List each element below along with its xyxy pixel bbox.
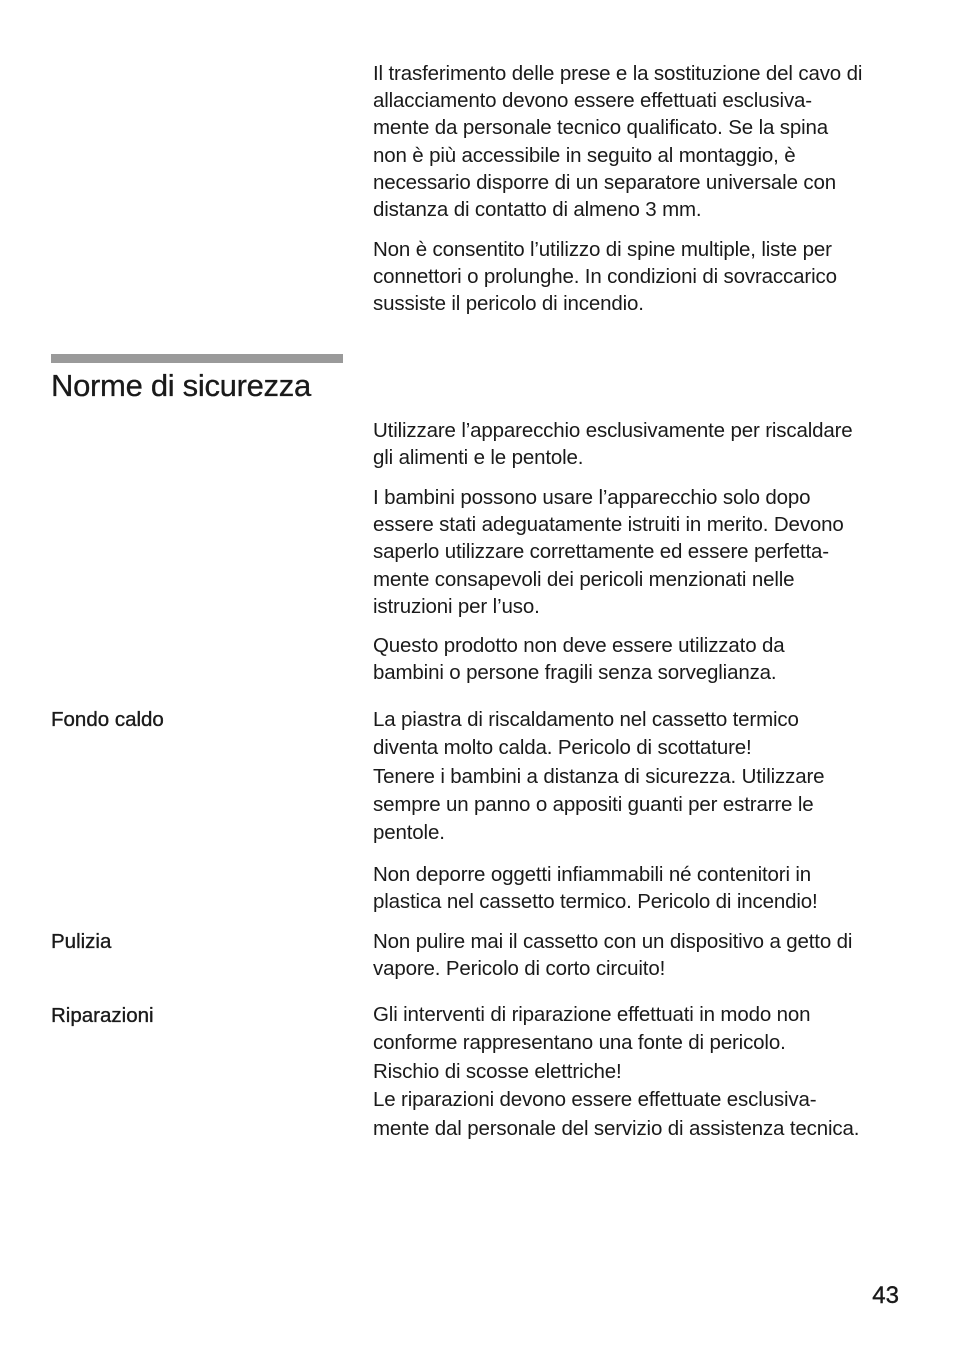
fondo-caldo-label: Fondo caldo xyxy=(51,708,164,731)
intro-paragraph-1: Il trasferimento delle prese e la sostituzione del cavo di allacciamento devono essere effettuati esclusiva- mente da personale tecnico qualificato. Se la spina non è più accessibile in seguito al montaggio, è necessario disporre di un separatore universale con distanza di contatto di almeno 3 mm. xyxy=(373,62,863,222)
fondo-caldo-paragraph-1: La piastra di riscaldamento nel cassetto termico diventa molto calda. Pericolo di scottature! Tenere i bambini a distanza di sicurezza. Utilizzare sempre un panno o appositi guanti per estrarre le pentole. xyxy=(373,708,825,845)
section-title: Norme di sicurezza xyxy=(51,368,311,403)
safety-paragraph-3: Questo prodotto non deve essere utilizzato da bambini o persone fragili senza sorveglianza. xyxy=(373,634,785,685)
safety-paragraph-1: Utilizzare l’apparecchio esclusivamente per riscaldare gli alimenti e le pentole. xyxy=(373,419,853,470)
section-divider-bar xyxy=(51,354,343,363)
riparazioni-paragraph: Gli interventi di riparazione effettuati in modo non conforme rappresentano una fonte di pericolo. Rischio di scosse elettriche! Le riparazioni devono essere effettuate esclusiva- mente dal personale del servizio di assistenza tecnica. xyxy=(373,1003,860,1140)
riparazioni-label: Riparazioni xyxy=(51,1004,154,1027)
pulizia-label: Pulizia xyxy=(51,930,112,953)
pulizia-paragraph: Non pulire mai il cassetto con un dispositivo a getto di vapore. Pericolo di corto circuito! xyxy=(373,930,853,981)
intro-paragraph-2: Non è consentito l’utilizzo di spine multiple, liste per connettori o prolunghe. In condizioni di sovraccarico sussiste il pericolo di incendio. xyxy=(373,238,837,316)
safety-paragraph-2: I bambini possono usare l’apparecchio solo dopo essere stati adeguatamente istruiti in merito. Devono saperlo utilizzare correttamente ed essere perfetta- mente consapevoli dei pericoli menzionati nelle istruzioni per l’uso. xyxy=(373,486,844,618)
page-number: 43 xyxy=(872,1282,899,1309)
fondo-caldo-paragraph-2: Non deporre oggetti infiammabili né contenitori in plastica nel cassetto termico. Pericolo di incendio! xyxy=(373,863,818,914)
